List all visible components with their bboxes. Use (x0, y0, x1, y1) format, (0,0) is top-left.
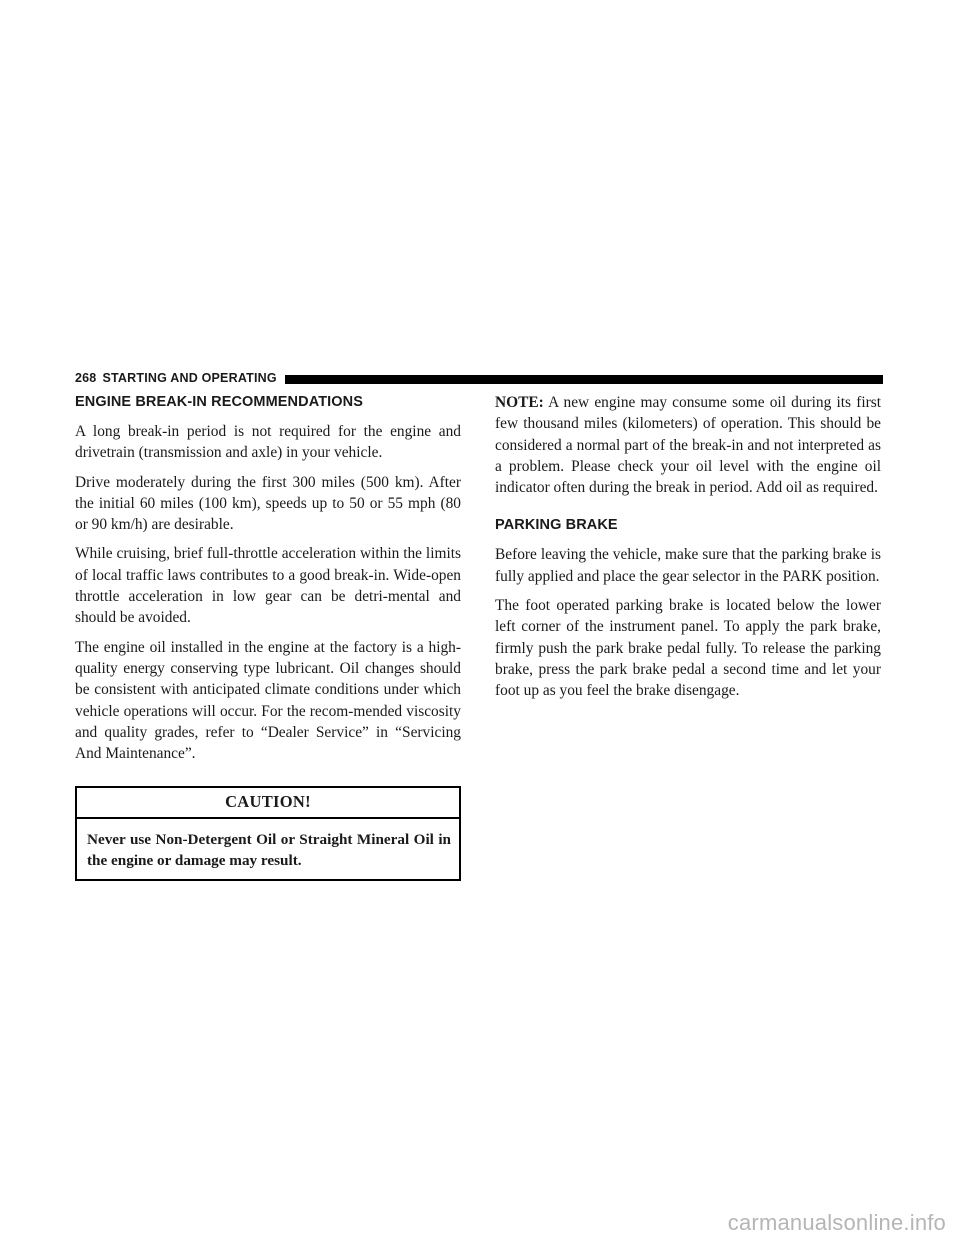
page-number: 268 (75, 371, 97, 385)
engine-break-in-heading: ENGINE BREAK-IN RECOMMENDATIONS (75, 394, 364, 410)
caution-title: CAUTION! (77, 788, 459, 819)
note-paragraph (495, 392, 881, 498)
paragraph: Before leaving the vehicle, make sure that the parking brake is fully applied and place the gear selector in the PARK position. (495, 546, 881, 585)
paragraph: While cruising, brief full-throttle acceleration within the limits of local traffic laws contributes to a good break-in. Wide-open throttle acceleration in low gear can be detri-mental and should be avoided. (75, 545, 461, 627)
caution-box (75, 786, 461, 881)
watermark: carmanualsonline.info (727, 1210, 946, 1235)
left-column (75, 392, 461, 881)
paragraph: Drive moderately during the first 300 miles (500 km). After the initial 60 miles (100 km), speeds up to 50 or 55 mph (80 or 90 km/h) are desirable. (75, 473, 461, 534)
section-name: STARTING AND OPERATING (102, 371, 277, 385)
header-rule (285, 375, 883, 384)
note-label: NOTE: (495, 394, 544, 411)
parking-brake-heading: PARKING BRAKE (495, 517, 618, 534)
paragraph: A long break-in period is not required for the engine and drivetrain (transmission and axle) in your vehicle. (75, 423, 461, 462)
note-text: A new engine may consume some oil during its first few thousand miles (kilometers) of operation. This should be considered a normal part of the break-in and not interpreted as a problem. Please check your oil level with the engine oil indicator often during the break in period. Add oil as required. (495, 394, 881, 497)
running-header (75, 371, 883, 385)
caution-text: Never use Non-Detergent Oil or Straight Mineral Oil in the engine or damage may result. (87, 831, 451, 870)
right-column (495, 392, 881, 710)
paragraph: The engine oil installed in the engine at the factory is a high-quality energy conserving type lubricant. Oil changes should be consistent with anticipated climate conditions under which vehicle operations will occur. For the recom-mended viscosity and quality grades, refer to “Dealer Service” in “Servicing And Maintenance”. (75, 638, 461, 763)
paragraph: The foot operated parking brake is located below the lower left corner of the instrument panel. To apply the park brake, firmly push the park brake pedal fully. To release the parking brake, press the park brake pedal a second time and let your foot up as you feel the brake disengage. (495, 597, 881, 700)
